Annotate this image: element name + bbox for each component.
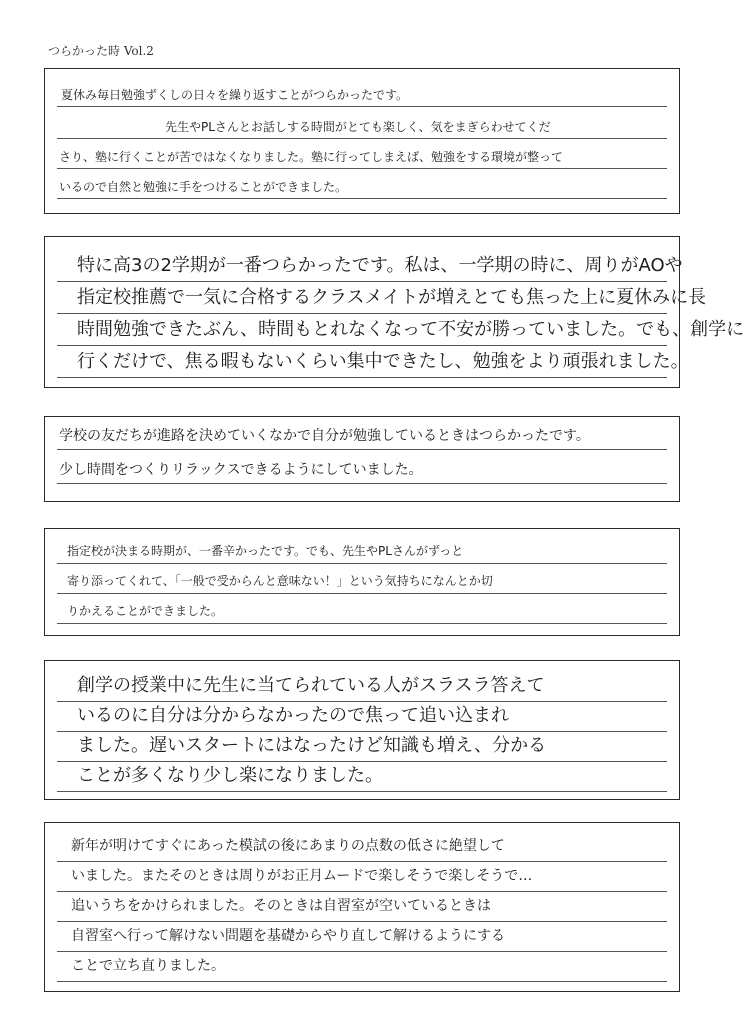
- entry-line: いるので自然と勉強に手をつけることができました。: [57, 181, 667, 199]
- entry-line: 新年が明けてすぐにあった模試の後にあまりの点数の低さに絶望して: [57, 839, 667, 862]
- entry-card-1: [44, 68, 680, 214]
- page-title: つらかった時 Vol.2: [48, 44, 154, 58]
- entry-line: 時間勉強できたぶん、時間もとれなくなって不安が勝っていました。でも、創学に: [57, 321, 667, 346]
- entry-line: 少し時間をつくりリラックスできるようにしていました。: [57, 463, 667, 484]
- entry-line: 自習室へ行って解けない問題を基礎からやり直して解けるようにする: [57, 929, 667, 952]
- entry-card-3: [44, 416, 680, 502]
- entry-line: さり、塾に行くことが苦ではなくなりました。塾に行ってしまえば、勉強をする環境が整って: [57, 151, 667, 169]
- entry-line: 指定校が決まる時期が、一番辛かったです。でも、先生やPLさんがずっと: [57, 545, 667, 564]
- entry-line: 追いうちをかけられました。そのときは自習室が空いているときは: [57, 899, 667, 922]
- entry-line: 行くだけで、焦る暇もないくらい集中できたし、勉強をより頑張れました。: [57, 353, 667, 378]
- entry-line: 特に高3の2学期が一番つらかったです。私は、一学期の時に、周りがAOや: [57, 257, 667, 282]
- entry-line: いるのに自分は分からなかったので焦って追い込まれ: [57, 707, 667, 732]
- entry-card-2: [44, 236, 744, 388]
- entry-card-4: [44, 528, 680, 636]
- entry-line: 寄り添ってくれて、「一般で受からんと意味ない！」という気持ちになんとか切: [57, 575, 667, 594]
- entry-line: 先生やPLさんとお話しする時間がとても楽しく、気をまぎらわせてくだ: [57, 121, 667, 139]
- entry-line: 創学の授業中に先生に当てられている人がスラスラ答えて: [57, 677, 667, 702]
- entry-line: りかえることができました。: [57, 605, 667, 624]
- entry-line: 夏休み毎日勉強ずくしの日々を繰り返すことがつらかったです。: [57, 89, 667, 107]
- entry-line: 指定校推薦で一気に合格するクラスメイトが増えとても焦った上に夏休みに長: [57, 289, 667, 314]
- entry-line: 学校の友だちが進路を決めていくなかで自分が勉強しているときはつらかったです。: [57, 429, 667, 450]
- entry-card-6: [44, 822, 680, 992]
- entry-line: ました。遅いスタートにはなったけど知識も増え、分かる: [57, 737, 667, 762]
- entry-line: ことが多くなり少し楽になりました。: [57, 767, 667, 792]
- entry-card-5: [44, 660, 680, 800]
- entry-line: ことで立ち直りました。: [57, 959, 667, 982]
- entry-line: いました。またそのときは周りがお正月ムードで楽しそうで楽しそうで…: [57, 869, 667, 892]
